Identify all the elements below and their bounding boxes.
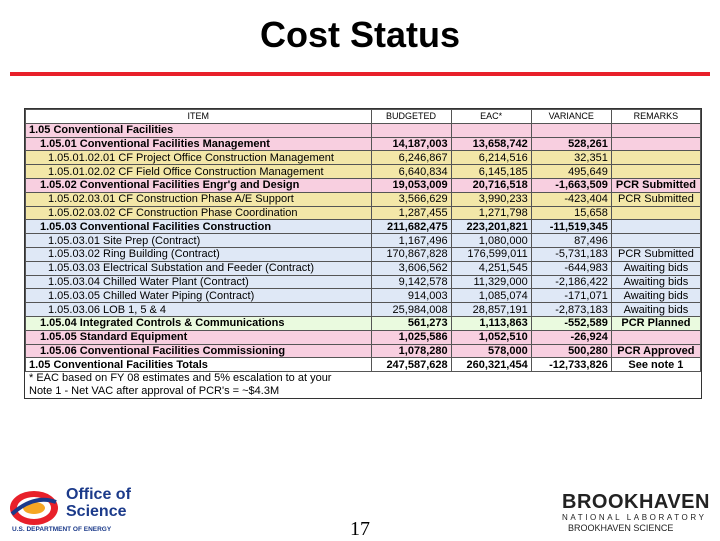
row-variance-cell: -11,519,345 xyxy=(531,220,611,234)
row-eac-cell: 260,321,454 xyxy=(451,358,531,372)
row-item-cell: 1.05.03 Conventional Facilities Construction xyxy=(26,220,372,234)
table-row xyxy=(26,303,701,317)
table-row xyxy=(26,330,701,344)
table-row xyxy=(26,289,701,303)
row-budgeted-cell: 561,273 xyxy=(371,316,451,330)
note-vac: Note 1 - Net VAC after approval of PCR's = ~$4.3M xyxy=(29,385,280,398)
header-item: ITEM xyxy=(26,110,372,124)
table-row xyxy=(26,261,701,275)
row-budgeted-cell: 211,682,475 xyxy=(371,220,451,234)
row-variance-cell: -26,924 xyxy=(531,330,611,344)
row-variance-cell: 87,496 xyxy=(531,234,611,248)
national-laboratory-label: NATIONAL LABORATORY xyxy=(562,513,707,522)
row-budgeted-cell: 14,187,003 xyxy=(371,137,451,151)
row-remarks-cell xyxy=(611,234,700,248)
row-item-cell: 1.05.01.02.01 CF Project Office Construction Management xyxy=(26,151,372,165)
row-remarks-cell: Awaiting bids xyxy=(611,261,700,275)
row-variance-cell: -171,071 xyxy=(531,289,611,303)
row-item-cell: 1.05.02 Conventional Facilities Engr'g and Design xyxy=(26,178,372,192)
table-header-row xyxy=(26,110,701,124)
doe-swirl-icon xyxy=(8,488,60,528)
table-row xyxy=(26,137,701,151)
row-eac-cell: 6,145,185 xyxy=(451,165,531,179)
row-eac-cell: 176,599,011 xyxy=(451,247,531,261)
row-item-cell: 1.05.03.03 Electrical Substation and Feeder (Contract) xyxy=(26,261,372,275)
row-eac-cell: 1,085,074 xyxy=(451,289,531,303)
table-row xyxy=(26,275,701,289)
header-remarks: REMARKS xyxy=(611,110,700,124)
row-remarks-cell xyxy=(611,123,700,137)
row-remarks-cell xyxy=(611,137,700,151)
row-remarks-cell xyxy=(611,206,700,220)
header-variance: VARIANCE xyxy=(531,110,611,124)
row-remarks-cell: Awaiting bids xyxy=(611,303,700,317)
row-item-cell: 1.05.06 Conventional Facilities Commissioning xyxy=(26,344,372,358)
row-budgeted-cell: 3,606,562 xyxy=(371,261,451,275)
row-eac-cell: 13,658,742 xyxy=(451,137,531,151)
cost-status-table xyxy=(25,109,701,372)
row-item-cell: 1.05.03.05 Chilled Water Piping (Contract) xyxy=(26,289,372,303)
table-row xyxy=(26,358,701,372)
row-eac-cell: 20,716,518 xyxy=(451,178,531,192)
row-budgeted-cell: 247,587,628 xyxy=(371,358,451,372)
table-row xyxy=(26,344,701,358)
row-eac-cell: 1,080,000 xyxy=(451,234,531,248)
row-item-cell: 1.05.03.01 Site Prep (Contract) xyxy=(26,234,372,248)
row-budgeted-cell: 1,287,455 xyxy=(371,206,451,220)
table-row xyxy=(26,165,701,179)
row-item-cell: 1.05.02.03.01 CF Construction Phase A/E Support xyxy=(26,192,372,206)
row-eac-cell: 11,329,000 xyxy=(451,275,531,289)
row-variance-cell: -2,186,422 xyxy=(531,275,611,289)
row-budgeted-cell: 914,003 xyxy=(371,289,451,303)
row-eac-cell: 223,201,821 xyxy=(451,220,531,234)
row-budgeted-cell: 6,640,834 xyxy=(371,165,451,179)
title-divider xyxy=(10,72,710,76)
row-item-cell: 1.05.03.06 LOB 1, 5 & 4 xyxy=(26,303,372,317)
row-budgeted-cell xyxy=(371,123,451,137)
table-row xyxy=(26,316,701,330)
row-item-cell: 1.05.01 Conventional Facilities Management xyxy=(26,137,372,151)
row-remarks-cell: PCR Planned xyxy=(611,316,700,330)
row-budgeted-cell: 3,566,629 xyxy=(371,192,451,206)
header-budgeted: BUDGETED xyxy=(371,110,451,124)
row-remarks-cell xyxy=(611,220,700,234)
row-eac-cell: 578,000 xyxy=(451,344,531,358)
brookhaven-logo xyxy=(562,492,714,534)
header-eac: EAC* xyxy=(451,110,531,124)
brookhaven-name: BROOKHAVEN xyxy=(562,491,710,513)
row-eac-cell: 6,214,516 xyxy=(451,151,531,165)
table-row xyxy=(26,234,701,248)
row-remarks-cell: PCR Approved xyxy=(611,344,700,358)
office-of-label: Office of xyxy=(66,486,131,503)
row-eac-cell: 4,251,545 xyxy=(451,261,531,275)
row-budgeted-cell: 1,167,496 xyxy=(371,234,451,248)
row-remarks-cell xyxy=(611,151,700,165)
row-variance-cell: 528,261 xyxy=(531,137,611,151)
row-variance-cell: 500,280 xyxy=(531,344,611,358)
table-row xyxy=(26,192,701,206)
row-remarks-cell: PCR Submitted xyxy=(611,192,700,206)
cost-table-panel xyxy=(24,108,702,399)
row-item-cell: 1.05 Conventional Facilities Totals xyxy=(26,358,372,372)
row-variance-cell xyxy=(531,123,611,137)
row-variance-cell: 495,649 xyxy=(531,165,611,179)
page-number: 17 xyxy=(350,518,370,540)
office-of-science-logo xyxy=(4,486,154,534)
row-item-cell: 1.05.05 Standard Equipment xyxy=(26,330,372,344)
science-label: Science xyxy=(66,503,127,520)
doe-label: U.S. DEPARTMENT OF ENERGY xyxy=(12,526,112,533)
row-item-cell: 1.05.03.02 Ring Building (Contract) xyxy=(26,247,372,261)
row-variance-cell: -552,589 xyxy=(531,316,611,330)
row-item-cell: 1.05.02.03.02 CF Construction Phase Coordination xyxy=(26,206,372,220)
row-variance-cell: -2,873,183 xyxy=(531,303,611,317)
table-row xyxy=(26,220,701,234)
row-item-cell: 1.05.01.02.02 CF Field Office Construction Management xyxy=(26,165,372,179)
row-budgeted-cell: 9,142,578 xyxy=(371,275,451,289)
row-remarks-cell: PCR Submitted xyxy=(611,178,700,192)
row-variance-cell: -644,983 xyxy=(531,261,611,275)
table-row xyxy=(26,151,701,165)
office-of-science-text xyxy=(66,486,131,520)
row-variance-cell: 32,351 xyxy=(531,151,611,165)
row-variance-cell: -1,663,509 xyxy=(531,178,611,192)
row-remarks-cell: PCR Submitted xyxy=(611,247,700,261)
row-budgeted-cell: 25,984,008 xyxy=(371,303,451,317)
row-remarks-cell xyxy=(611,330,700,344)
row-budgeted-cell: 19,053,009 xyxy=(371,178,451,192)
row-budgeted-cell: 1,078,280 xyxy=(371,344,451,358)
row-eac-cell xyxy=(451,123,531,137)
row-item-cell: 1.05.04 Integrated Controls & Communications xyxy=(26,316,372,330)
row-eac-cell: 1,113,863 xyxy=(451,316,531,330)
row-budgeted-cell: 170,867,828 xyxy=(371,247,451,261)
row-budgeted-cell: 6,246,867 xyxy=(371,151,451,165)
row-remarks-cell xyxy=(611,165,700,179)
row-variance-cell: -423,404 xyxy=(531,192,611,206)
row-variance-cell: -12,733,826 xyxy=(531,358,611,372)
row-eac-cell: 3,990,233 xyxy=(451,192,531,206)
row-remarks-cell: Awaiting bids xyxy=(611,289,700,303)
note-eac: * EAC based on FY 08 estimates and 5% escalation to at your xyxy=(29,372,332,385)
table-row xyxy=(26,123,701,137)
row-remarks-cell: See note 1 xyxy=(611,358,700,372)
row-remarks-cell: Awaiting bids xyxy=(611,275,700,289)
row-eac-cell: 1,052,510 xyxy=(451,330,531,344)
row-variance-cell: -5,731,183 xyxy=(531,247,611,261)
table-row xyxy=(26,247,701,261)
row-variance-cell: 15,658 xyxy=(531,206,611,220)
table-body xyxy=(26,123,701,371)
row-item-cell: 1.05 Conventional Facilities xyxy=(26,123,372,137)
row-item-cell: 1.05.03.04 Chilled Water Plant (Contract) xyxy=(26,275,372,289)
table-row xyxy=(26,178,701,192)
brookhaven-science-label: BROOKHAVEN SCIENCE xyxy=(568,523,674,533)
page-title: Cost Status xyxy=(259,14,461,55)
row-eac-cell: 28,857,191 xyxy=(451,303,531,317)
row-eac-cell: 1,271,798 xyxy=(451,206,531,220)
row-budgeted-cell: 1,025,586 xyxy=(371,330,451,344)
table-row xyxy=(26,206,701,220)
